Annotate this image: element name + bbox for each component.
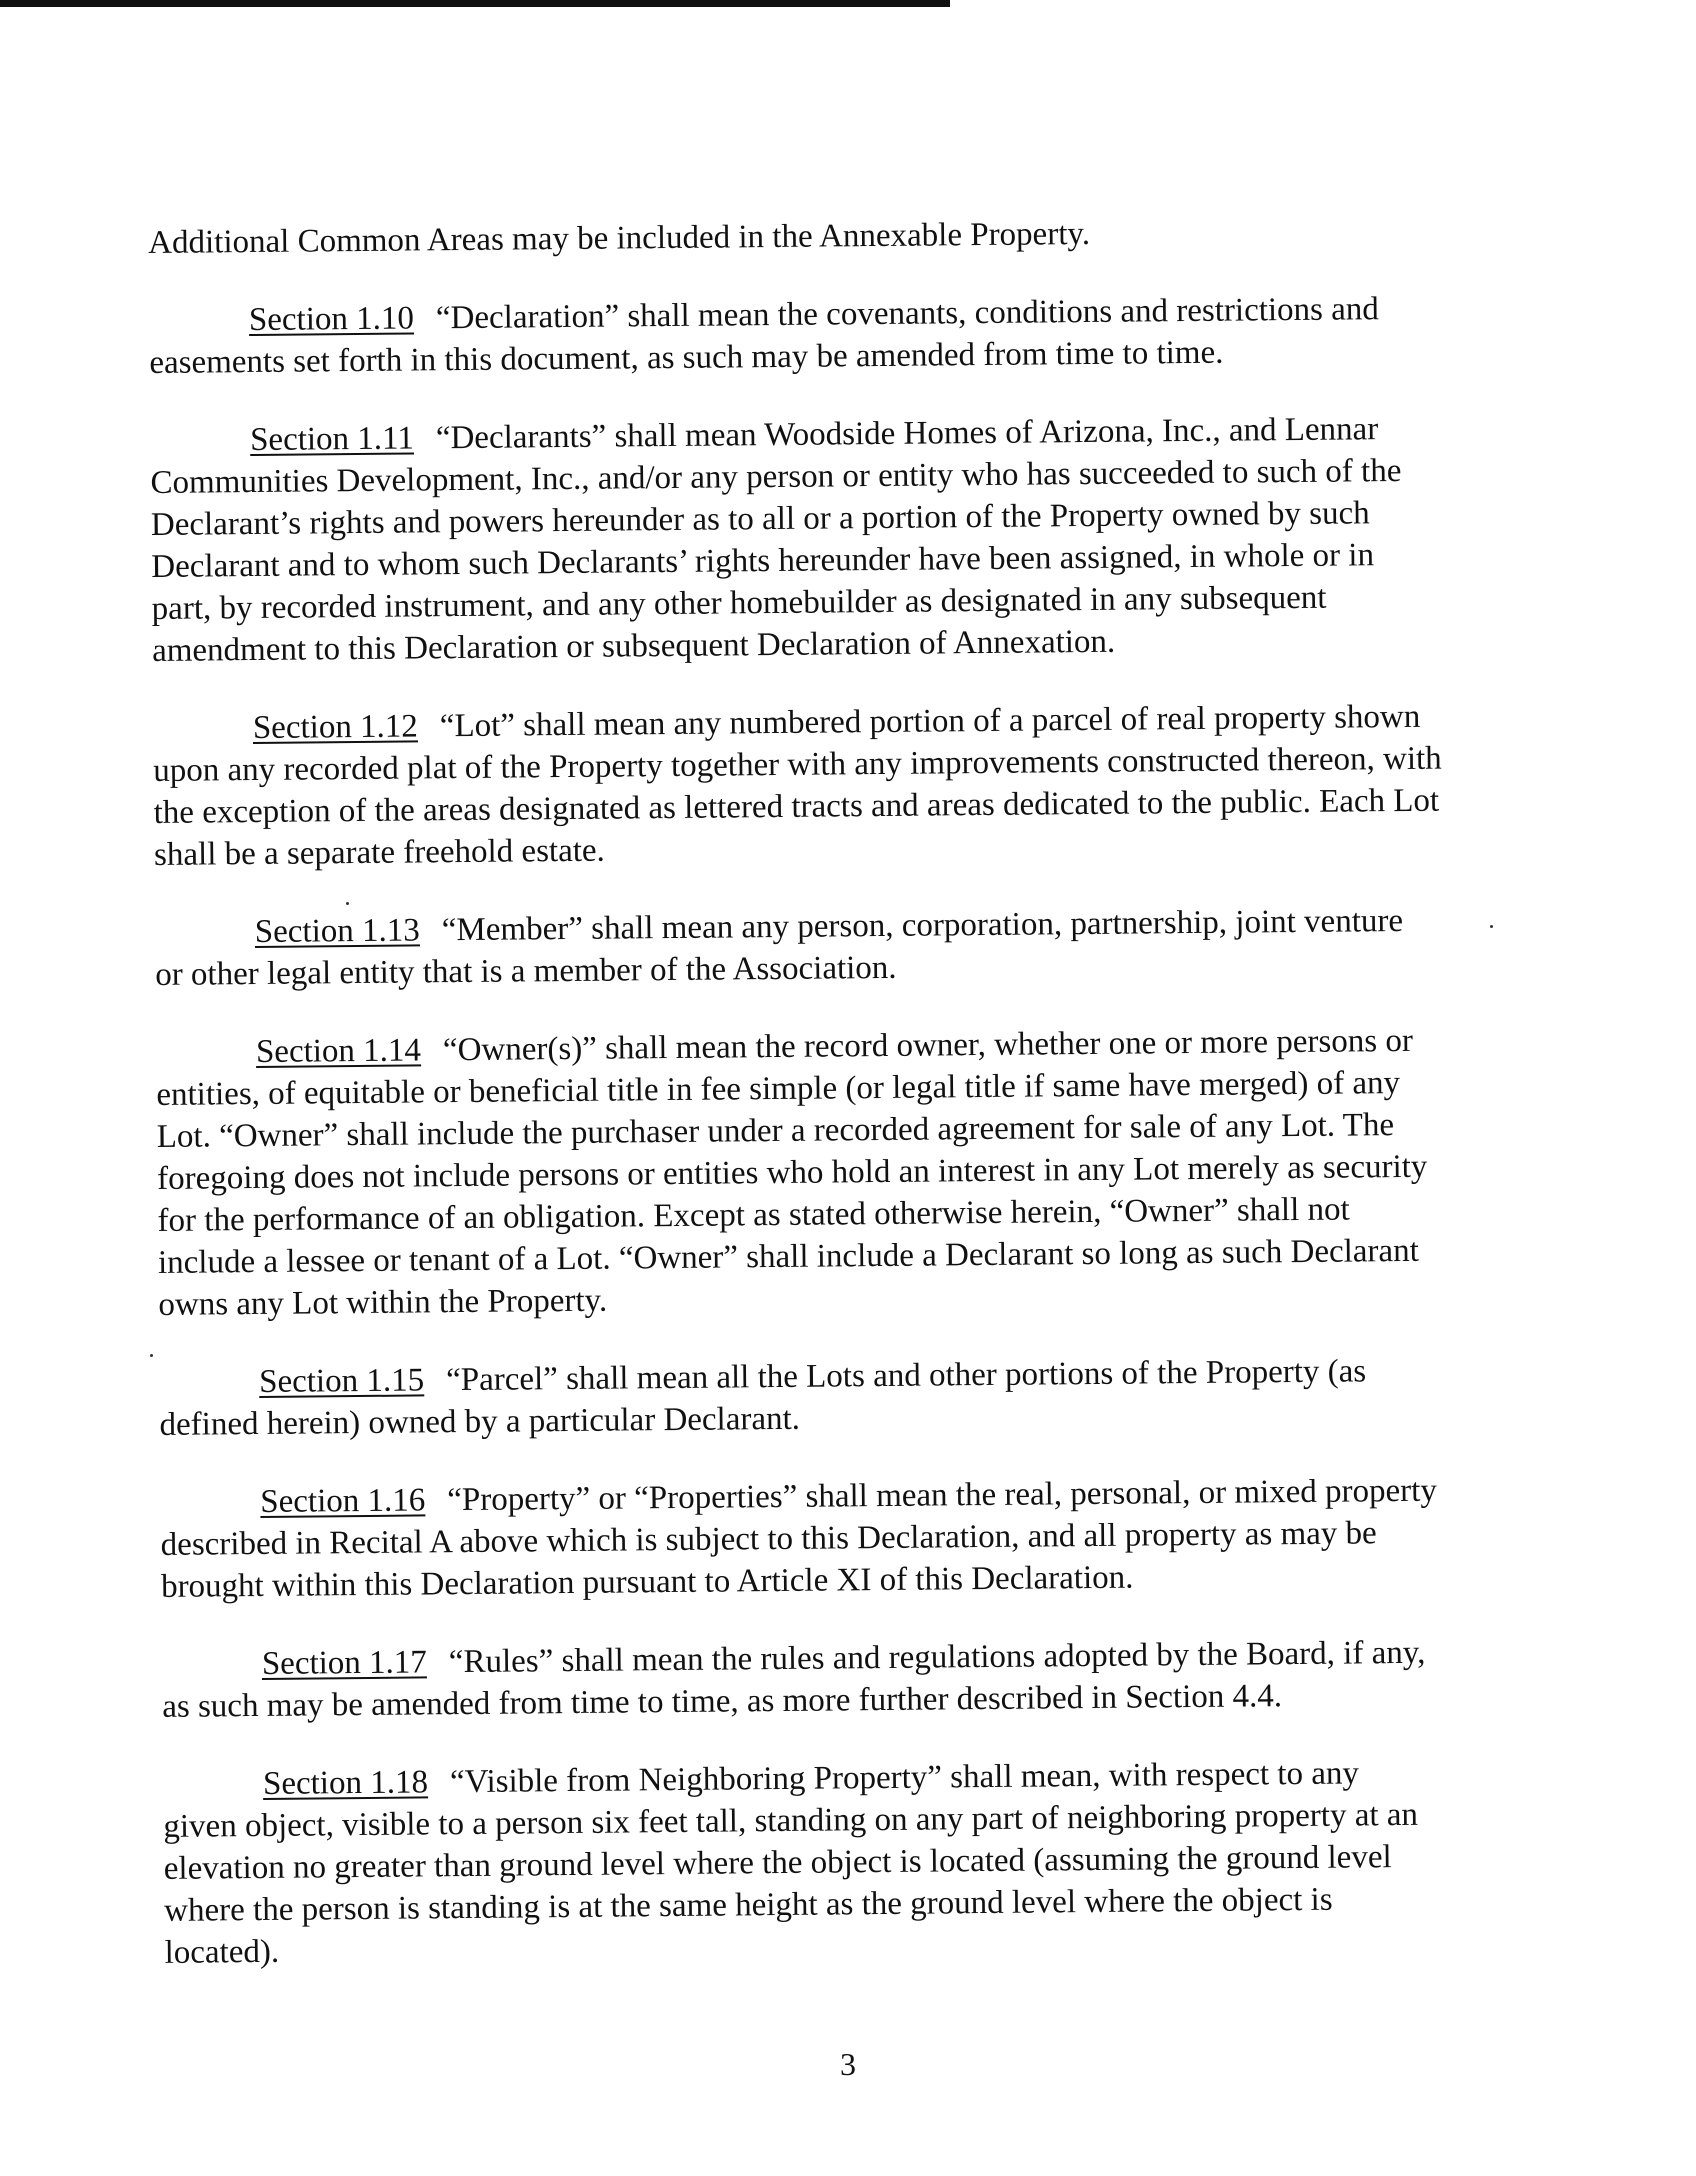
section-line: foregoing does not include persons or entities who hold an interest in any Lot merely as security bbox=[157, 1148, 1428, 1197]
section-text: “Declarants” shall mean Woodside Homes of Arizona, Inc., and Lennar bbox=[435, 411, 1379, 457]
section-label: Section 1.12 bbox=[252, 708, 419, 747]
section-paragraph bbox=[162, 1631, 1483, 1728]
section-label: Section 1.15 bbox=[258, 1362, 425, 1400]
section-line: or other legal entity that is a member of the Association. bbox=[155, 949, 897, 993]
section-paragraph bbox=[153, 695, 1475, 876]
section-paragraph bbox=[149, 287, 1470, 384]
section-text: “Lot” shall mean any numbered portion of a parcel of real property shown bbox=[439, 698, 1421, 745]
section-label: Section 1.17 bbox=[261, 1644, 427, 1682]
sections-list bbox=[149, 287, 1485, 1974]
section-line: amendment to this Declaration or subsequent Declaration of Annexation. bbox=[151, 623, 1116, 669]
section-line: where the person is standing is at the same height as the ground level where the object is bbox=[164, 1881, 1333, 1929]
section-line: entities, of equitable or beneficial title in fee simple (or legal title if same have merged) of any bbox=[156, 1065, 1401, 1113]
section-line: given object, visible to a person six feet tall, standing on any part of neighboring property at an bbox=[163, 1796, 1419, 1845]
section-line: defined herein) owned by a particular Declarant. bbox=[159, 1400, 801, 1443]
scan-speck bbox=[346, 902, 349, 905]
section-label: Section 1.10 bbox=[248, 300, 415, 339]
section-paragraph bbox=[156, 1019, 1479, 1326]
section-line: as such may be amended from time to time, as more further described in Section 4.4. bbox=[162, 1678, 1283, 1725]
section-label: Section 1.14 bbox=[255, 1032, 422, 1071]
intro-line: Additional Common Areas may be included in the Annexable Property. bbox=[148, 215, 1091, 261]
section-line: brought within this Declaration pursuant to Article XI of this Declaration. bbox=[160, 1559, 1134, 1605]
section-label: Section 1.16 bbox=[260, 1482, 426, 1520]
intro-paragraph bbox=[148, 209, 1468, 264]
section-line: located). bbox=[164, 1933, 280, 1971]
scan-speck bbox=[150, 1354, 153, 1357]
section-line: Lot. “Owner” shall include the purchaser under a recorded agreement for sale of any Lot. The bbox=[156, 1107, 1395, 1155]
section-text: “Declaration” shall mean the covenants, conditions and restrictions and bbox=[435, 291, 1379, 337]
section-text: “Owner(s)” shall mean the record owner, whether one or more persons or bbox=[442, 1022, 1414, 1069]
section-line: part, by recorded instrument, and any other homebuilder as designated in any subsequent bbox=[151, 579, 1327, 627]
section-paragraph bbox=[163, 1751, 1485, 1974]
section-line: Declarant and to whom such Declarants’ rights hereunder have been assigned, in whole or in bbox=[151, 537, 1375, 585]
section-label: Section 1.18 bbox=[262, 1764, 429, 1802]
section-paragraph bbox=[150, 407, 1472, 672]
section-paragraph bbox=[160, 1469, 1481, 1608]
section-text: “Visible from Neighboring Property” shall mean, with respect to any bbox=[449, 1755, 1360, 1801]
document-body bbox=[148, 209, 1485, 2010]
section-text: “Rules” shall mean the rules and regulations adopted by the Board, if any, bbox=[448, 1634, 1426, 1681]
section-label: Section 1.11 bbox=[249, 420, 415, 459]
section-line: shall be a separate freehold estate. bbox=[153, 832, 606, 873]
section-line: include a lessee or tenant of a Lot. “Owner” shall include a Declarant so long as such Declarant bbox=[157, 1232, 1419, 1281]
section-line: owns any Lot within the Property. bbox=[158, 1282, 608, 1323]
scan-speck bbox=[1490, 925, 1493, 928]
section-text: “Property” or “Properties” shall mean the real, personal, or mixed property bbox=[447, 1472, 1438, 1519]
section-paragraph bbox=[159, 1349, 1480, 1446]
section-line: the exception of the areas designated as lettered tracts and areas dedicated to the public. Each Lot bbox=[153, 782, 1440, 831]
page-number: 3 bbox=[840, 2046, 856, 2082]
section-line: easements set forth in this document, as such may be amended from time to time. bbox=[149, 334, 1224, 381]
section-line: upon any recorded plat of the Property together with any improvements constructed thereon, with bbox=[153, 740, 1442, 789]
section-paragraph bbox=[155, 899, 1476, 996]
section-label: Section 1.13 bbox=[254, 912, 420, 951]
section-line: described in Recital A above which is subject to this Declaration, and all property as may be bbox=[160, 1515, 1377, 1563]
scan-top-border bbox=[0, 0, 950, 7]
section-line: elevation no greater than ground level where the object is located (assuming the ground level bbox=[163, 1839, 1392, 1887]
section-line: Declarant’s rights and powers hereunder as to all or a portion of the Property owned by such bbox=[150, 495, 1370, 543]
section-line: for the performance of an obligation. Except as stated otherwise herein, “Owner” shall not bbox=[157, 1191, 1350, 1239]
section-text: “Parcel” shall mean all the Lots and other portions of the Property (as bbox=[445, 1353, 1367, 1399]
section-line: Communities Development, Inc., and/or any person or entity who has succeeded to such of the bbox=[150, 452, 1402, 501]
section-text: “Member” shall mean any person, corporation, partnership, joint venture bbox=[441, 902, 1404, 949]
